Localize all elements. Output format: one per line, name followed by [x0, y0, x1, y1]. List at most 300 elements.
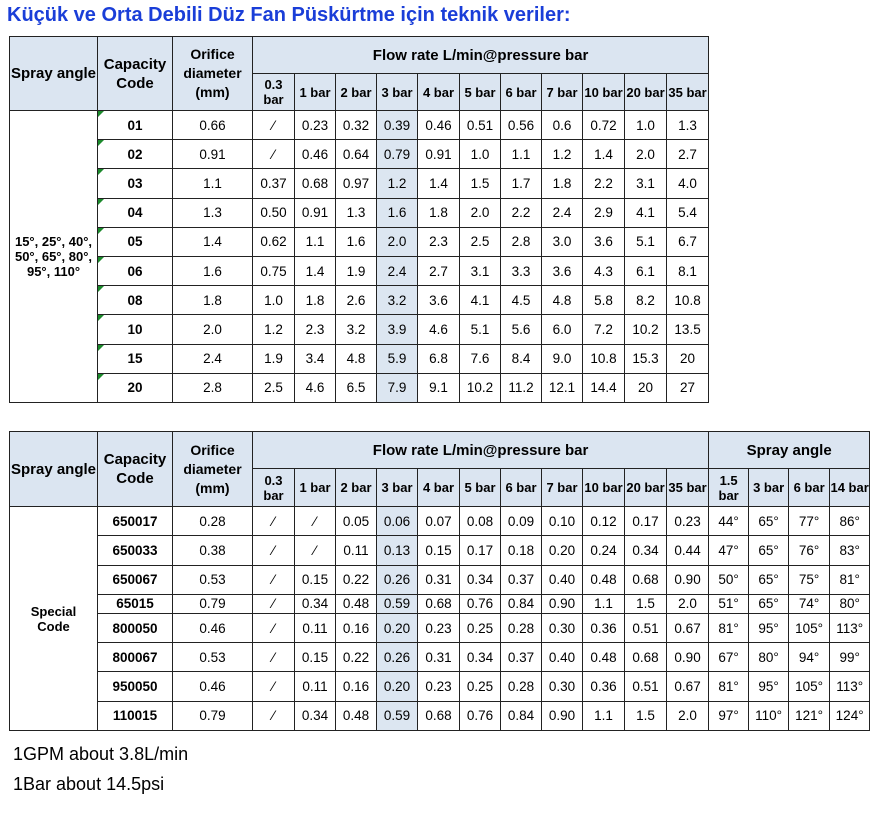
flow-rate-cell: 0.07	[418, 507, 460, 536]
table-row	[10, 256, 709, 285]
flow-rate-cell: 3.6	[418, 286, 460, 315]
spray-angle-value-cell: 97°	[709, 701, 749, 730]
capacity-code-cell: 650067	[98, 565, 173, 594]
flow-rate-cell: 0.76	[460, 594, 501, 613]
table-row	[10, 111, 709, 140]
header-spray-angle: Spray angle	[10, 37, 98, 111]
spray-angle-value-cell: 99°	[830, 643, 870, 672]
pressure-header: 10 bar	[583, 74, 625, 111]
pressure-header: 7 bar	[542, 469, 583, 507]
capacity-code-cell: 650017	[98, 507, 173, 536]
flow-rate-cell: ⁄	[253, 594, 295, 613]
flow-rate-cell: 0.11	[336, 536, 377, 565]
flow-rate-cell: 1.7	[501, 169, 542, 198]
flow-rate-cell: 0.68	[418, 594, 460, 613]
flow-rate-cell: 8.1	[667, 256, 709, 285]
flow-rate-cell: 14.4	[583, 373, 625, 402]
flow-rate-cell: 2.9	[583, 198, 625, 227]
flow-rate-cell: 5.1	[460, 315, 501, 344]
flow-rate-cell: 2.5	[253, 373, 295, 402]
flow-rate-cell: 1.8	[295, 286, 336, 315]
flow-rate-cell: 0.16	[336, 672, 377, 701]
flow-rate-cell: 0.51	[625, 613, 667, 642]
flow-rate-cell: 0.17	[460, 536, 501, 565]
flow-rate-cell: 0.34	[295, 701, 336, 730]
spray-angle-value-cell: 113°	[830, 613, 870, 642]
header-orifice-diameter: Orifice diameter (mm)	[173, 432, 253, 507]
flow-rate-cell: 2.2	[583, 169, 625, 198]
pressure-header: 2 bar	[336, 74, 377, 111]
spray-angle-value-cell: 74°	[789, 594, 830, 613]
flow-rate-cell: 1.6	[336, 227, 377, 256]
flow-rate-cell: 0.59	[377, 701, 418, 730]
flow-rate-cell: 0.34	[295, 594, 336, 613]
table-row	[10, 643, 870, 672]
header-spray-angle-group: Spray angle	[709, 432, 870, 469]
flow-rate-cell: 0.10	[542, 507, 583, 536]
pressure-header: 1 bar	[295, 74, 336, 111]
flow-rate-cell: 27	[667, 373, 709, 402]
flow-rate-cell: 9.0	[542, 344, 583, 373]
flow-rate-cell: 0.67	[667, 672, 709, 701]
flow-rate-cell: 3.9	[377, 315, 418, 344]
note-gpm: 1GPM about 3.8L/min	[13, 744, 189, 764]
orifice-cell: 0.46	[173, 613, 253, 642]
spray-angle-value-cell: 80°	[749, 643, 789, 672]
flow-rate-cell: ⁄	[253, 536, 295, 565]
spray-angle-value-cell: 121°	[789, 701, 830, 730]
flow-rate-cell: 0.18	[501, 536, 542, 565]
header-flow-rate: Flow rate L/min@pressure bar	[253, 37, 709, 74]
pressure-header: 4 bar	[418, 469, 460, 507]
flow-rate-cell: 0.15	[295, 643, 336, 672]
flow-rate-cell: 0.90	[667, 643, 709, 672]
flow-rate-cell: 0.68	[625, 565, 667, 594]
page-title: Küçük ve Orta Debili Düz Fan Püskürtme için teknik veriler:	[7, 4, 571, 26]
pressure-header: 20 bar	[625, 74, 667, 111]
flow-rate-cell: 1.3	[667, 111, 709, 140]
flow-rate-cell: 1.1	[583, 701, 625, 730]
flow-rate-cell: 13.5	[667, 315, 709, 344]
spray-angle-value-cell: 124°	[830, 701, 870, 730]
flow-rate-cell: 1.1	[295, 227, 336, 256]
flow-rate-cell: 0.68	[418, 701, 460, 730]
spray-angle-value-cell: 81°	[709, 613, 749, 642]
flow-rate-cell: 0.37	[501, 643, 542, 672]
flow-rate-cell: 4.8	[336, 344, 377, 373]
capacity-code-cell: 950050	[98, 672, 173, 701]
flow-rate-cell: 4.3	[583, 256, 625, 285]
angle-pressure-header: 6 bar	[789, 469, 830, 507]
flow-rate-cell: 0.48	[583, 643, 625, 672]
flow-rate-cell: 3.4	[295, 344, 336, 373]
table-row	[10, 594, 870, 613]
flow-rate-cell: 10.2	[625, 315, 667, 344]
flow-rate-cell: 2.5	[460, 227, 501, 256]
spray-angle-value-cell: 94°	[789, 643, 830, 672]
flow-rate-cell: 0.40	[542, 565, 583, 594]
flow-rate-cell: 1.9	[253, 344, 295, 373]
flow-rate-cell: 0.90	[542, 701, 583, 730]
flow-rate-cell: 3.6	[583, 227, 625, 256]
capacity-code-cell: 02	[98, 140, 173, 169]
pressure-header: 0.3 bar	[253, 74, 295, 111]
orifice-cell: 2.4	[173, 344, 253, 373]
flow-rate-cell: 5.4	[667, 198, 709, 227]
pressure-header: 5 bar	[460, 74, 501, 111]
flow-rate-cell: 2.6	[336, 286, 377, 315]
flow-rate-cell: 2.3	[418, 227, 460, 256]
capacity-code-cell: 01	[98, 111, 173, 140]
flow-rate-cell: 0.28	[501, 672, 542, 701]
pressure-header: 3 bar	[377, 74, 418, 111]
flow-rate-cell: 0.91	[295, 198, 336, 227]
spray-angle-value-cell: 50°	[709, 565, 749, 594]
flow-rate-cell: 0.84	[501, 594, 542, 613]
flow-rate-cell: 10.2	[460, 373, 501, 402]
flow-rate-cell: 2.0	[460, 198, 501, 227]
orifice-cell: 0.38	[173, 536, 253, 565]
spray-angle-value-cell: 105°	[789, 613, 830, 642]
pressure-header: 5 bar	[460, 469, 501, 507]
flow-rate-cell: 1.0	[460, 140, 501, 169]
angle-pressure-header: 3 bar	[749, 469, 789, 507]
special-code-table	[9, 431, 870, 731]
table-row	[10, 286, 709, 315]
flow-rate-cell: 0.16	[336, 613, 377, 642]
flow-rate-cell: 0.25	[460, 672, 501, 701]
spray-angle-value-cell: 81°	[830, 565, 870, 594]
flow-rate-cell: 7.2	[583, 315, 625, 344]
flow-rate-cell: 1.2	[253, 315, 295, 344]
orifice-cell: 0.79	[173, 594, 253, 613]
pressure-header: 6 bar	[501, 74, 542, 111]
flow-rate-cell: 9.1	[418, 373, 460, 402]
flow-rate-cell: 0.30	[542, 672, 583, 701]
orifice-cell: 1.6	[173, 256, 253, 285]
flow-rate-cell: 0.34	[460, 643, 501, 672]
orifice-cell: 1.3	[173, 198, 253, 227]
orifice-cell: 0.53	[173, 565, 253, 594]
flow-rate-cell: ⁄	[253, 613, 295, 642]
flow-rate-cell: 10.8	[583, 344, 625, 373]
pressure-header: 4 bar	[418, 74, 460, 111]
table-row	[10, 198, 709, 227]
flow-rate-cell: 0.34	[460, 565, 501, 594]
flow-rate-cell: 0.59	[377, 594, 418, 613]
capacity-code-cell: 110015	[98, 701, 173, 730]
flow-rate-cell: 0.05	[336, 507, 377, 536]
capacity-code-cell: 05	[98, 227, 173, 256]
flow-rate-cell: 3.1	[625, 169, 667, 198]
flow-rate-cell: 0.97	[336, 169, 377, 198]
capacity-code-cell: 15	[98, 344, 173, 373]
orifice-cell: 0.91	[173, 140, 253, 169]
flow-rate-cell: 6.8	[418, 344, 460, 373]
table-row	[10, 507, 870, 536]
flow-rate-cell: 0.17	[625, 507, 667, 536]
table-row	[10, 315, 709, 344]
table-row	[10, 140, 709, 169]
pressure-header: 35 bar	[667, 74, 709, 111]
flow-rate-cell: 0.48	[336, 701, 377, 730]
flow-rate-cell: 0.76	[460, 701, 501, 730]
flow-rate-cell: 4.1	[460, 286, 501, 315]
flow-rate-cell: 6.1	[625, 256, 667, 285]
spray-angle-value-cell: 83°	[830, 536, 870, 565]
table-row	[10, 536, 870, 565]
flow-rate-cell: 0.06	[377, 507, 418, 536]
flow-rate-cell: 0.28	[501, 613, 542, 642]
orifice-cell: 0.28	[173, 507, 253, 536]
table-row	[10, 227, 709, 256]
flow-rate-cell: 0.20	[377, 672, 418, 701]
flow-rate-cell: 2.7	[418, 256, 460, 285]
flow-rate-cell: 0.09	[501, 507, 542, 536]
flow-rate-cell: 0.26	[377, 565, 418, 594]
spray-angle-cell: 15°, 25°, 40°, 50°, 65°, 80°, 95°, 110°	[10, 111, 98, 403]
spray-angle-value-cell: 65°	[749, 507, 789, 536]
flow-rate-cell: 20	[625, 373, 667, 402]
flow-rate-cell: 0.48	[336, 594, 377, 613]
pressure-header: 2 bar	[336, 469, 377, 507]
capacity-code-cell: 20	[98, 373, 173, 402]
flow-rate-cell: 0.11	[295, 613, 336, 642]
pressure-header: 35 bar	[667, 469, 709, 507]
flow-rate-table	[9, 36, 709, 403]
capacity-code-cell: 06	[98, 256, 173, 285]
flow-rate-cell: 0.51	[625, 672, 667, 701]
flow-rate-cell: 0.68	[625, 643, 667, 672]
flow-rate-cell: 0.22	[336, 565, 377, 594]
flow-rate-cell: ⁄	[253, 643, 295, 672]
flow-rate-cell: 2.2	[501, 198, 542, 227]
table-row	[10, 701, 870, 730]
flow-rate-cell: 1.9	[336, 256, 377, 285]
flow-rate-cell: 0.11	[295, 672, 336, 701]
orifice-cell: 0.79	[173, 701, 253, 730]
spray-angle-value-cell: 65°	[749, 565, 789, 594]
note-bar: 1Bar about 14.5psi	[13, 774, 165, 794]
pressure-header: 6 bar	[501, 469, 542, 507]
orifice-cell: 0.53	[173, 643, 253, 672]
flow-rate-cell: 1.5	[625, 701, 667, 730]
flow-rate-cell: 1.3	[336, 198, 377, 227]
spray-angle-value-cell: 75°	[789, 565, 830, 594]
flow-rate-cell: 4.1	[625, 198, 667, 227]
flow-rate-cell: 8.4	[501, 344, 542, 373]
header-orifice-diameter: Orifice diameter (mm)	[173, 37, 253, 111]
pressure-header: 7 bar	[542, 74, 583, 111]
flow-rate-cell: 1.6	[377, 198, 418, 227]
capacity-code-cell: 800067	[98, 643, 173, 672]
flow-rate-cell: 4.0	[667, 169, 709, 198]
spray-angle-value-cell: 95°	[749, 672, 789, 701]
flow-rate-cell: 0.26	[377, 643, 418, 672]
orifice-cell: 2.8	[173, 373, 253, 402]
flow-rate-cell: 0.15	[295, 565, 336, 594]
table-row	[10, 373, 709, 402]
flow-rate-cell: 2.0	[667, 701, 709, 730]
orifice-cell: 0.46	[173, 672, 253, 701]
orifice-cell: 1.1	[173, 169, 253, 198]
flow-rate-cell: 0.50	[253, 198, 295, 227]
flow-rate-cell: 0.34	[625, 536, 667, 565]
pressure-header: 20 bar	[625, 469, 667, 507]
flow-rate-cell: 0.08	[460, 507, 501, 536]
flow-rate-cell: 1.5	[625, 594, 667, 613]
flow-rate-cell: 0.75	[253, 256, 295, 285]
flow-rate-cell: ⁄	[253, 672, 295, 701]
header-capacity-code: Capacity Code	[98, 37, 173, 111]
spray-angle-value-cell: 76°	[789, 536, 830, 565]
flow-rate-cell: 5.9	[377, 344, 418, 373]
flow-rate-cell: ⁄	[295, 507, 336, 536]
spray-angle-value-cell: 44°	[709, 507, 749, 536]
flow-rate-cell: 3.0	[542, 227, 583, 256]
spray-angle-value-cell: 86°	[830, 507, 870, 536]
flow-rate-cell: 0.37	[501, 565, 542, 594]
spray-angle-cell: Special Code	[10, 507, 98, 731]
angle-pressure-header: 14 bar	[830, 469, 870, 507]
flow-rate-cell: ⁄	[295, 536, 336, 565]
flow-rate-cell: 0.22	[336, 643, 377, 672]
spray-angle-value-cell: 65°	[749, 594, 789, 613]
capacity-code-cell: 65015	[98, 594, 173, 613]
capacity-code-cell: 10	[98, 315, 173, 344]
pressure-header: 0.3 bar	[253, 469, 295, 507]
flow-rate-cell: 0.84	[501, 701, 542, 730]
flow-rate-cell: 1.0	[625, 111, 667, 140]
flow-rate-cell: 0.15	[418, 536, 460, 565]
flow-rate-cell: 0.56	[501, 111, 542, 140]
pressure-header: 10 bar	[583, 469, 625, 507]
flow-rate-cell: 0.72	[583, 111, 625, 140]
flow-rate-cell: 4.6	[418, 315, 460, 344]
flow-rate-cell: 0.20	[542, 536, 583, 565]
flow-rate-cell: 0.46	[418, 111, 460, 140]
flow-rate-cell: 3.6	[542, 256, 583, 285]
flow-rate-cell: 20	[667, 344, 709, 373]
flow-rate-cell: 0.51	[460, 111, 501, 140]
flow-rate-cell: 0.79	[377, 140, 418, 169]
flow-rate-cell: 6.0	[542, 315, 583, 344]
flow-rate-cell: 3.3	[501, 256, 542, 285]
flow-rate-cell: 0.40	[542, 643, 583, 672]
table-row	[10, 613, 870, 642]
flow-rate-cell: 3.2	[377, 286, 418, 315]
flow-rate-cell: 4.5	[501, 286, 542, 315]
flow-rate-cell: 2.4	[377, 256, 418, 285]
table-row	[10, 672, 870, 701]
flow-rate-cell: 0.32	[336, 111, 377, 140]
flow-rate-cell: 1.1	[501, 140, 542, 169]
spray-angle-value-cell: 80°	[830, 594, 870, 613]
flow-rate-cell: 1.4	[295, 256, 336, 285]
flow-rate-cell: ⁄	[253, 701, 295, 730]
table-row	[10, 169, 709, 198]
flow-rate-cell: 2.8	[501, 227, 542, 256]
flow-rate-cell: 15.3	[625, 344, 667, 373]
spray-angle-value-cell: 110°	[749, 701, 789, 730]
capacity-code-cell: 650033	[98, 536, 173, 565]
flow-rate-cell: 8.2	[625, 286, 667, 315]
flow-rate-cell: 0.37	[253, 169, 295, 198]
flow-rate-cell: 1.1	[583, 594, 625, 613]
flow-rate-cell: 1.2	[377, 169, 418, 198]
flow-rate-cell: 7.6	[460, 344, 501, 373]
flow-rate-cell: 2.4	[542, 198, 583, 227]
flow-rate-cell: 0.91	[418, 140, 460, 169]
spray-angle-value-cell: 65°	[749, 536, 789, 565]
flow-rate-cell: 1.0	[253, 286, 295, 315]
flow-rate-cell: 0.23	[418, 672, 460, 701]
flow-rate-cell: 0.31	[418, 565, 460, 594]
flow-rate-cell: 0.23	[667, 507, 709, 536]
flow-rate-cell: 0.44	[667, 536, 709, 565]
header-flow-rate: Flow rate L/min@pressure bar	[253, 432, 709, 469]
flow-rate-cell: 1.5	[460, 169, 501, 198]
orifice-cell: 1.8	[173, 286, 253, 315]
flow-rate-cell: 0.64	[336, 140, 377, 169]
spray-angle-value-cell: 77°	[789, 507, 830, 536]
flow-rate-cell: 0.67	[667, 613, 709, 642]
flow-rate-cell: 0.90	[667, 565, 709, 594]
flow-rate-cell: 1.4	[583, 140, 625, 169]
flow-rate-cell: 12.1	[542, 373, 583, 402]
spray-angle-value-cell: 67°	[709, 643, 749, 672]
flow-rate-cell: 0.12	[583, 507, 625, 536]
flow-rate-cell: ⁄	[253, 140, 295, 169]
flow-rate-cell: 0.23	[295, 111, 336, 140]
flow-rate-cell: 2.0	[667, 594, 709, 613]
flow-rate-cell: 0.13	[377, 536, 418, 565]
flow-rate-cell: 2.0	[625, 140, 667, 169]
capacity-code-cell: 800050	[98, 613, 173, 642]
flow-rate-cell: ⁄	[253, 565, 295, 594]
table-row	[10, 565, 870, 594]
flow-rate-cell: 0.90	[542, 594, 583, 613]
flow-rate-cell: 0.30	[542, 613, 583, 642]
flow-rate-cell: 0.68	[295, 169, 336, 198]
flow-rate-cell: 0.31	[418, 643, 460, 672]
table-row	[10, 344, 709, 373]
spray-angle-value-cell: 95°	[749, 613, 789, 642]
orifice-cell: 2.0	[173, 315, 253, 344]
flow-rate-cell: 5.8	[583, 286, 625, 315]
flow-rate-cell: 3.1	[460, 256, 501, 285]
flow-rate-cell: 2.3	[295, 315, 336, 344]
flow-rate-cell: 0.36	[583, 613, 625, 642]
header-spray-angle: Spray angle	[10, 432, 98, 507]
capacity-code-cell: 08	[98, 286, 173, 315]
flow-rate-cell: 6.5	[336, 373, 377, 402]
spray-angle-value-cell: 51°	[709, 594, 749, 613]
flow-rate-cell: ⁄	[253, 111, 295, 140]
angle-pressure-header: 1.5 bar	[709, 469, 749, 507]
flow-rate-cell: 5.1	[625, 227, 667, 256]
flow-rate-cell: 6.7	[667, 227, 709, 256]
flow-rate-cell: 11.2	[501, 373, 542, 402]
header-capacity-code: Capacity Code	[98, 432, 173, 507]
flow-rate-cell: 1.4	[418, 169, 460, 198]
orifice-cell: 0.66	[173, 111, 253, 140]
capacity-code-cell: 04	[98, 198, 173, 227]
flow-rate-cell: 3.2	[336, 315, 377, 344]
flow-rate-cell: 2.0	[377, 227, 418, 256]
flow-rate-cell: 0.6	[542, 111, 583, 140]
flow-rate-cell: ⁄	[253, 507, 295, 536]
